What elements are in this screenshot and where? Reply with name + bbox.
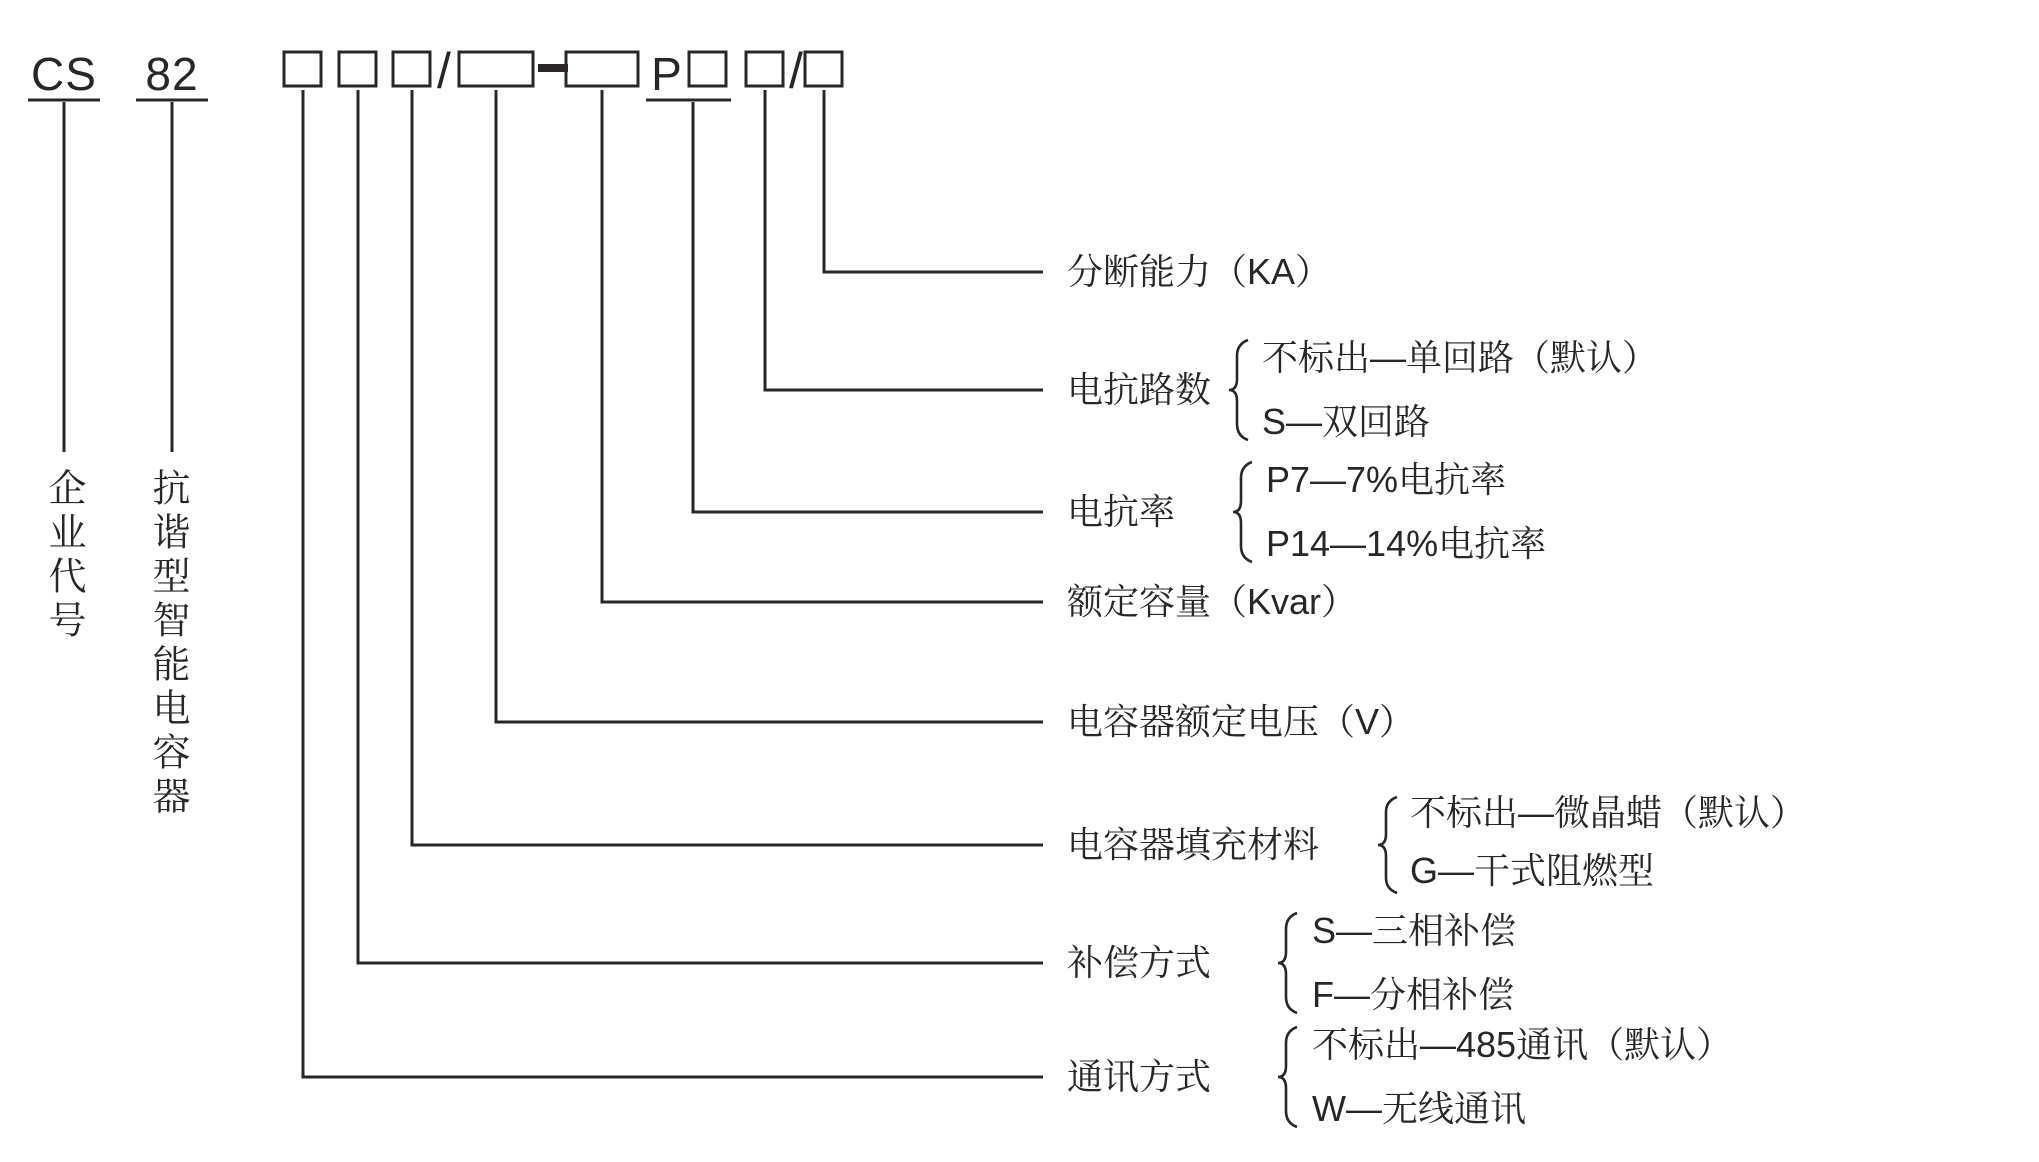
label-reactance-rate: 电抗率 xyxy=(1067,491,1176,532)
code-slash-1: / xyxy=(437,43,451,99)
brace-communication-mode xyxy=(1278,1027,1297,1127)
brace-reactor-circuits xyxy=(1229,340,1248,440)
code-slash-2: / xyxy=(789,43,803,99)
connector-reactor-circuits xyxy=(765,90,1043,390)
code-box-1 xyxy=(284,52,321,86)
code-box-reactance xyxy=(689,52,726,86)
option-communication-w: W—无线通讯 xyxy=(1312,1088,1526,1129)
brace-filling-material xyxy=(1378,797,1397,893)
label-filling-material: 电容器填充材料 xyxy=(1067,824,1320,865)
product-type-label: 抗谐型智能电容器 xyxy=(146,468,188,820)
option-filling-default: 不标出—微晶蜡（默认） xyxy=(1410,792,1807,833)
option-reactor-circuits-default: 不标出—单回路（默认） xyxy=(1262,337,1659,378)
connector-rated-voltage xyxy=(496,90,1043,722)
connector-compensation-mode xyxy=(358,90,1043,963)
connector-filling-material xyxy=(412,90,1043,845)
option-compensation-f: F—分相补偿 xyxy=(1312,974,1514,1015)
series-code-text: 82 xyxy=(145,48,199,100)
connector-reactance-rate xyxy=(693,102,1043,512)
label-communication-mode: 通讯方式 xyxy=(1067,1056,1212,1097)
company-code-text: CS xyxy=(31,48,97,100)
brace-reactance-rate xyxy=(1233,462,1252,562)
option-compensation-s: S—三相补偿 xyxy=(1312,910,1517,951)
label-reactor-circuits: 电抗路数 xyxy=(1067,369,1212,410)
connector-communication-mode xyxy=(303,90,1043,1077)
label-compensation-mode: 补偿方式 xyxy=(1067,942,1212,983)
code-box-2 xyxy=(339,52,376,86)
reactance-prefix-text: P xyxy=(651,48,683,100)
company-code-label: 企业代号 xyxy=(42,468,84,644)
option-reactance-p7: P7—7%电抗率 xyxy=(1266,459,1507,500)
connector-breaking-capacity xyxy=(824,90,1043,272)
code-box-3 xyxy=(393,52,430,86)
option-filling-g: G—干式阻燃型 xyxy=(1410,850,1655,891)
option-communication-default: 不标出—485通讯（默认） xyxy=(1312,1024,1733,1065)
option-reactor-circuits-s: S—双回路 xyxy=(1262,401,1431,442)
code-box-voltage xyxy=(459,52,533,86)
connector-lines xyxy=(64,90,1043,1077)
label-breaking-capacity: 分断能力（KA） xyxy=(1067,251,1332,292)
label-rated-capacity: 额定容量（Kvar） xyxy=(1067,581,1358,622)
option-reactance-p14: P14—14%电抗率 xyxy=(1266,523,1547,564)
brace-compensation-mode xyxy=(1278,913,1297,1013)
label-rated-voltage: 电容器额定电压（V） xyxy=(1067,701,1416,742)
